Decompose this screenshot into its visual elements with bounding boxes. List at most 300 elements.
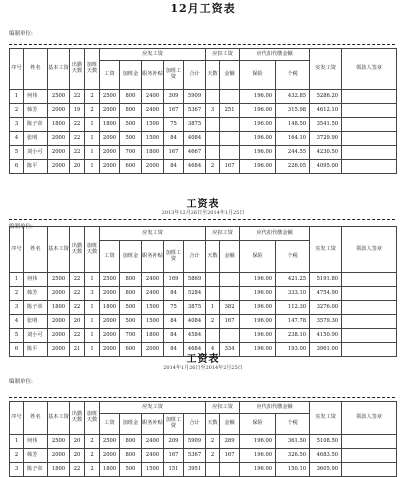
table-cell: 289 <box>220 435 240 449</box>
sheet-period: 2013年12月26日至2014年1月25日 <box>161 210 245 216</box>
table-cell: 2 <box>85 90 100 104</box>
col-pay: 工资 <box>100 241 120 273</box>
col-index: 序号 <box>10 227 24 273</box>
table-cell: 2500 <box>48 273 70 287</box>
table-cell: 700 <box>120 146 142 160</box>
table-cell: 196.00 <box>240 435 276 449</box>
table-cell: 陈平 <box>24 343 48 357</box>
table-cell: 2000 <box>100 146 120 160</box>
col-allowance: 职务补贴 <box>142 414 164 435</box>
table-row <box>10 315 397 329</box>
table-cell: 151 <box>164 463 184 477</box>
table-cell: 3951 <box>184 463 206 477</box>
table-cell: 361.50 <box>276 435 310 449</box>
table-cell: 2500 <box>100 273 120 287</box>
table-cell: 4 <box>10 315 24 329</box>
table-cell: 韩芳 <box>24 449 48 463</box>
col-deduct-amount: 金额 <box>220 61 240 90</box>
table-cell: 1 <box>85 146 100 160</box>
table-cell: 1 <box>10 273 24 287</box>
table-cell: 22 <box>70 146 85 160</box>
col-signature: 领款人签章 <box>342 49 397 90</box>
table-cell <box>220 287 240 301</box>
col-net-pay: 实发工资 <box>310 49 342 90</box>
col-total: 合计 <box>184 241 206 273</box>
table-cell: 167 <box>164 449 184 463</box>
table-cell: 75 <box>164 118 184 132</box>
signature-cell <box>342 132 397 146</box>
col-overtime-wage: 加班工资 <box>164 241 184 273</box>
table-cell: 19 <box>70 104 85 118</box>
col-days-present: 出勤天数 <box>70 49 85 90</box>
table-cell: 2400 <box>142 104 164 118</box>
table-cell: 196.00 <box>240 329 276 343</box>
col-overtime-wage: 加班工资 <box>164 61 184 90</box>
table-cell: 150.10 <box>276 463 310 477</box>
table-cell: 何伟 <box>24 90 48 104</box>
table-cell: 1 <box>10 435 24 449</box>
table-cell: 2000 <box>100 343 120 357</box>
table-cell: 韩芳 <box>24 287 48 301</box>
col-days-present: 出勤天数 <box>70 402 85 435</box>
table-row <box>10 449 397 463</box>
table-cell: 1500 <box>142 132 164 146</box>
col-allowance: 职务补贴 <box>142 241 164 273</box>
group-withholding: 应代扣代缴金额 <box>240 227 310 241</box>
table-cell: 238.10 <box>276 329 310 343</box>
table-cell: 167 <box>164 146 184 160</box>
table-cell <box>206 329 220 343</box>
table-cell: 2000 <box>48 132 70 146</box>
table-cell: 陈子帝 <box>24 301 48 315</box>
table-row <box>10 435 397 449</box>
table-cell: 75 <box>164 301 184 315</box>
table-cell: 1800 <box>100 301 120 315</box>
table-cell: 2000 <box>100 160 120 174</box>
table-cell: 4683.50 <box>310 449 342 463</box>
table-cell: 3 <box>10 118 24 132</box>
table-cell: 2 <box>10 287 24 301</box>
table-cell: 1 <box>85 315 100 329</box>
col-overtime-pay: 加班金 <box>120 61 142 90</box>
signature-cell <box>342 273 397 287</box>
group-payable: 应发工资 <box>100 49 206 61</box>
table-cell: 169 <box>164 273 184 287</box>
table-cell: 1 <box>85 118 100 132</box>
col-pay: 工资 <box>100 414 120 435</box>
table-cell: 1800 <box>142 329 164 343</box>
table-cell: 196.00 <box>240 301 276 315</box>
table-cell: 5286.20 <box>310 90 342 104</box>
table-cell: 1 <box>206 301 220 315</box>
col-income-tax: 个税 <box>276 241 310 273</box>
table-cell: 4084 <box>184 315 206 329</box>
table-cell: 2000 <box>48 315 70 329</box>
table-row <box>10 329 397 343</box>
table-row <box>10 118 397 132</box>
col-absence-days: 天数 <box>206 61 220 90</box>
table-cell: 2000 <box>100 315 120 329</box>
table-row <box>10 463 397 477</box>
table-cell: 1500 <box>142 463 164 477</box>
table-cell: 5284 <box>184 287 206 301</box>
table-cell: 20 <box>70 449 85 463</box>
group-payable: 应发工资 <box>100 402 206 414</box>
table-cell: 2000 <box>48 104 70 118</box>
col-overtime-days: 加班天数 <box>85 49 100 90</box>
table-cell: 5367 <box>184 449 206 463</box>
table-row <box>10 287 397 301</box>
table-cell: 1800 <box>48 463 70 477</box>
table-cell: 20 <box>70 315 85 329</box>
table-cell: 4150.90 <box>310 329 342 343</box>
table-cell: 4095.00 <box>310 160 342 174</box>
table-cell: 800 <box>120 273 142 287</box>
table-cell: 84 <box>164 343 184 357</box>
table-cell: 1 <box>85 343 100 357</box>
table-cell: 1800 <box>100 463 120 477</box>
table-cell: 2 <box>206 435 220 449</box>
col-overtime-days: 加班天数 <box>85 402 100 435</box>
table-cell: 2000 <box>100 449 120 463</box>
col-signature: 领款人签章 <box>342 227 397 273</box>
table-cell: 1800 <box>48 301 70 315</box>
table-cell: 3 <box>10 301 24 315</box>
table-cell: 196.00 <box>240 118 276 132</box>
table-cell: 5909 <box>184 435 206 449</box>
unit-label: 编制单位: <box>9 379 33 385</box>
table-cell: 196.00 <box>240 287 276 301</box>
group-withholding: 应代扣代缴金额 <box>240 49 310 61</box>
table-cell: 800 <box>120 104 142 118</box>
col-insurance: 保险 <box>240 61 276 90</box>
col-signature: 领款人签章 <box>342 402 397 435</box>
col-allowance: 职务补贴 <box>142 61 164 90</box>
table-cell: 3605.90 <box>310 463 342 477</box>
table-cell: 2400 <box>142 435 164 449</box>
table-cell: 2 <box>85 463 100 477</box>
col-name: 姓名 <box>24 227 48 273</box>
table-cell: 167 <box>220 315 240 329</box>
group-deducted: 应扣工资 <box>206 49 240 61</box>
table-cell: 196.00 <box>240 132 276 146</box>
table-cell: 167 <box>220 449 240 463</box>
table-cell: 5 <box>10 146 24 160</box>
table-cell: 196.00 <box>240 146 276 160</box>
table-cell: 209 <box>164 435 184 449</box>
sheet-period: 2014年1月26日至2014年2月25日 <box>163 365 243 371</box>
table-cell <box>220 118 240 132</box>
table-cell <box>206 273 220 287</box>
table-cell: 164.10 <box>276 132 310 146</box>
table-cell: 196.00 <box>240 343 276 357</box>
col-overtime-pay: 加班金 <box>120 241 142 273</box>
col-overtime-days: 加班天数 <box>85 227 100 273</box>
table-cell: 3 <box>85 287 100 301</box>
table-cell: 2000 <box>48 329 70 343</box>
table-cell: 500 <box>120 132 142 146</box>
table-cell: 3 <box>206 104 220 118</box>
table-row <box>10 146 397 160</box>
table-cell: 刘小可 <box>24 146 48 160</box>
table-cell: 张明 <box>24 315 48 329</box>
table-cell: 196.00 <box>240 315 276 329</box>
table-cell: 315.98 <box>276 104 310 118</box>
table-cell: 84 <box>164 287 184 301</box>
table-cell: 167 <box>220 160 240 174</box>
table-cell: 500 <box>120 463 142 477</box>
group-deducted: 应扣工资 <box>206 402 240 414</box>
table-cell: 21 <box>70 343 85 357</box>
table-cell: 2000 <box>100 287 120 301</box>
table-cell: 84 <box>164 329 184 343</box>
payroll-table <box>9 48 397 174</box>
signature-cell <box>342 146 397 160</box>
table-cell: 1800 <box>100 118 120 132</box>
table-cell: 800 <box>120 449 142 463</box>
signature-cell <box>342 329 397 343</box>
table-cell: 196.00 <box>240 104 276 118</box>
col-total: 合计 <box>184 414 206 435</box>
table-cell: 2500 <box>48 90 70 104</box>
table-cell <box>206 146 220 160</box>
table-cell: 3541.50 <box>310 118 342 132</box>
table-cell: 112.30 <box>276 301 310 315</box>
unit-label: 编制单位: <box>9 224 33 230</box>
table-cell: 1500 <box>142 301 164 315</box>
sheet-title: 12月工资表 <box>170 2 236 15</box>
table-cell <box>206 463 220 477</box>
table-cell: 1 <box>85 301 100 315</box>
table-cell: 84 <box>164 132 184 146</box>
unit-label: 编制单位: <box>9 31 33 37</box>
table-cell: 148.50 <box>276 118 310 132</box>
table-cell: 226.05 <box>276 160 310 174</box>
table-cell: 5191.80 <box>310 273 342 287</box>
table-cell: 2 <box>206 160 220 174</box>
group-payable: 应发工资 <box>100 227 206 241</box>
table-cell: 251 <box>220 104 240 118</box>
table-cell: 244.55 <box>276 146 310 160</box>
col-deduct-amount: 金额 <box>220 241 240 273</box>
table-cell: 2 <box>10 449 24 463</box>
table-cell: 2000 <box>142 160 164 174</box>
table-cell: 2000 <box>48 449 70 463</box>
col-overtime-wage: 加班工资 <box>164 414 184 435</box>
table-cell: 3961.00 <box>310 343 342 357</box>
table-cell: 4684 <box>184 343 206 357</box>
table-cell <box>206 287 220 301</box>
table-cell <box>220 132 240 146</box>
table-cell: 500 <box>120 118 142 132</box>
table-cell: 309 <box>164 90 184 104</box>
col-overtime-pay: 加班金 <box>120 414 142 435</box>
signature-cell <box>342 463 397 477</box>
table-cell: 陈子帝 <box>24 118 48 132</box>
table-cell: 2500 <box>100 90 120 104</box>
table-cell: 500 <box>120 315 142 329</box>
table-cell: 382 <box>220 301 240 315</box>
table-cell: 2 <box>206 315 220 329</box>
signature-cell <box>342 104 397 118</box>
col-index: 序号 <box>10 49 24 90</box>
table-cell: 193.00 <box>276 343 310 357</box>
table-cell: 2500 <box>48 435 70 449</box>
table-cell: 196.00 <box>240 449 276 463</box>
col-total: 合计 <box>184 61 206 90</box>
table-cell: 421.25 <box>276 273 310 287</box>
col-income-tax: 个税 <box>276 61 310 90</box>
col-absence-days: 天数 <box>206 414 220 435</box>
table-cell: 196.00 <box>240 160 276 174</box>
col-pay: 工资 <box>100 61 120 90</box>
table-cell: 4 <box>206 343 220 357</box>
col-deduct-amount: 金额 <box>220 414 240 435</box>
table-cell: 196.00 <box>240 463 276 477</box>
table-cell: 3 <box>10 463 24 477</box>
signature-cell <box>342 449 397 463</box>
table-cell: 167 <box>164 104 184 118</box>
signature-cell <box>342 315 397 329</box>
table-cell: 2000 <box>100 104 120 118</box>
table-row <box>10 90 397 104</box>
table-cell: 3579.30 <box>310 315 342 329</box>
table-row <box>10 301 397 315</box>
table-cell <box>206 132 220 146</box>
group-deducted: 应扣工资 <box>206 227 240 241</box>
table-cell: 4612.10 <box>310 104 342 118</box>
divider <box>9 219 395 220</box>
table-cell: 陈子帝 <box>24 463 48 477</box>
table-cell: 1 <box>85 329 100 343</box>
signature-cell <box>342 118 397 132</box>
signature-cell <box>342 435 397 449</box>
table-cell: 韩芳 <box>24 104 48 118</box>
table-cell: 何伟 <box>24 435 48 449</box>
col-base-pay: 基本工资 <box>48 227 70 273</box>
col-name: 姓名 <box>24 49 48 90</box>
table-cell: 3729.90 <box>310 132 342 146</box>
table-cell: 2400 <box>142 273 164 287</box>
table-cell: 2000 <box>48 287 70 301</box>
table-cell: 4584 <box>184 329 206 343</box>
table-cell: 1500 <box>142 118 164 132</box>
table-cell: 张明 <box>24 132 48 146</box>
table-cell: 20 <box>70 160 85 174</box>
table-cell: 1800 <box>142 146 164 160</box>
table-cell <box>206 118 220 132</box>
table-cell: 5909 <box>184 90 206 104</box>
table-cell: 2000 <box>48 146 70 160</box>
col-absence-days: 天数 <box>206 241 220 273</box>
table-cell: 22 <box>70 118 85 132</box>
table-cell: 5108.50 <box>310 435 342 449</box>
table-cell: 1 <box>85 273 100 287</box>
table-cell: 1 <box>10 90 24 104</box>
table-cell: 5 <box>10 329 24 343</box>
table-cell: 6 <box>10 343 24 357</box>
signature-cell <box>342 90 397 104</box>
table-cell: 333.10 <box>276 287 310 301</box>
table-cell: 22 <box>70 273 85 287</box>
table-cell: 800 <box>120 287 142 301</box>
table-cell: 6 <box>10 160 24 174</box>
table-cell: 22 <box>70 463 85 477</box>
table-cell: 196.00 <box>240 90 276 104</box>
col-name: 姓名 <box>24 402 48 435</box>
signature-cell <box>342 287 397 301</box>
col-net-pay: 实发工资 <box>310 402 342 435</box>
table-cell: 1 <box>85 132 100 146</box>
table-cell <box>220 90 240 104</box>
col-insurance: 保险 <box>240 241 276 273</box>
table-cell: 4230.50 <box>310 146 342 160</box>
table-cell: 2500 <box>100 435 120 449</box>
table-cell: 2000 <box>48 343 70 357</box>
table-cell: 84 <box>164 160 184 174</box>
table-cell: 2 <box>206 449 220 463</box>
table-cell: 22 <box>70 132 85 146</box>
col-net-pay: 实发工资 <box>310 227 342 273</box>
table-cell: 5869 <box>184 273 206 287</box>
table-cell <box>206 90 220 104</box>
table-row <box>10 104 397 118</box>
table-cell: 22 <box>70 301 85 315</box>
table-cell: 147.78 <box>276 315 310 329</box>
table-cell: 600 <box>120 343 142 357</box>
table-cell: 1500 <box>142 315 164 329</box>
sheet-title: 工资表 <box>186 354 220 365</box>
col-index: 序号 <box>10 402 24 435</box>
table-cell: 3875 <box>184 118 206 132</box>
payroll-table <box>9 401 397 477</box>
table-cell: 2000 <box>100 329 120 343</box>
table-cell: 1800 <box>48 118 70 132</box>
col-days-present: 出勤天数 <box>70 227 85 273</box>
divider <box>9 397 395 398</box>
table-cell: 600 <box>120 160 142 174</box>
col-insurance: 保险 <box>240 414 276 435</box>
table-cell: 2000 <box>48 160 70 174</box>
table-cell: 2 <box>85 435 100 449</box>
table-cell: 4084 <box>184 132 206 146</box>
table-cell: 陈平 <box>24 160 48 174</box>
table-cell: 432.85 <box>276 90 310 104</box>
table-cell: 700 <box>120 329 142 343</box>
col-base-pay: 基本工资 <box>48 49 70 90</box>
table-cell: 何伟 <box>24 273 48 287</box>
table-cell <box>220 146 240 160</box>
table-cell: 5367 <box>184 104 206 118</box>
table-cell: 3276.00 <box>310 301 342 315</box>
table-cell <box>220 329 240 343</box>
table-cell <box>220 273 240 287</box>
table-cell: 334 <box>220 343 240 357</box>
col-base-pay: 基本工资 <box>48 402 70 435</box>
table-cell: 326.50 <box>276 449 310 463</box>
divider <box>9 44 395 45</box>
table-cell: 500 <box>120 301 142 315</box>
table-cell: 2000 <box>100 132 120 146</box>
signature-cell <box>342 160 397 174</box>
group-withholding: 应代扣代缴金额 <box>240 402 310 414</box>
table-row <box>10 160 397 174</box>
table-row <box>10 273 397 287</box>
table-cell: 2400 <box>142 449 164 463</box>
table-row <box>10 132 397 146</box>
table-cell: 800 <box>120 90 142 104</box>
table-cell: 84 <box>164 315 184 329</box>
